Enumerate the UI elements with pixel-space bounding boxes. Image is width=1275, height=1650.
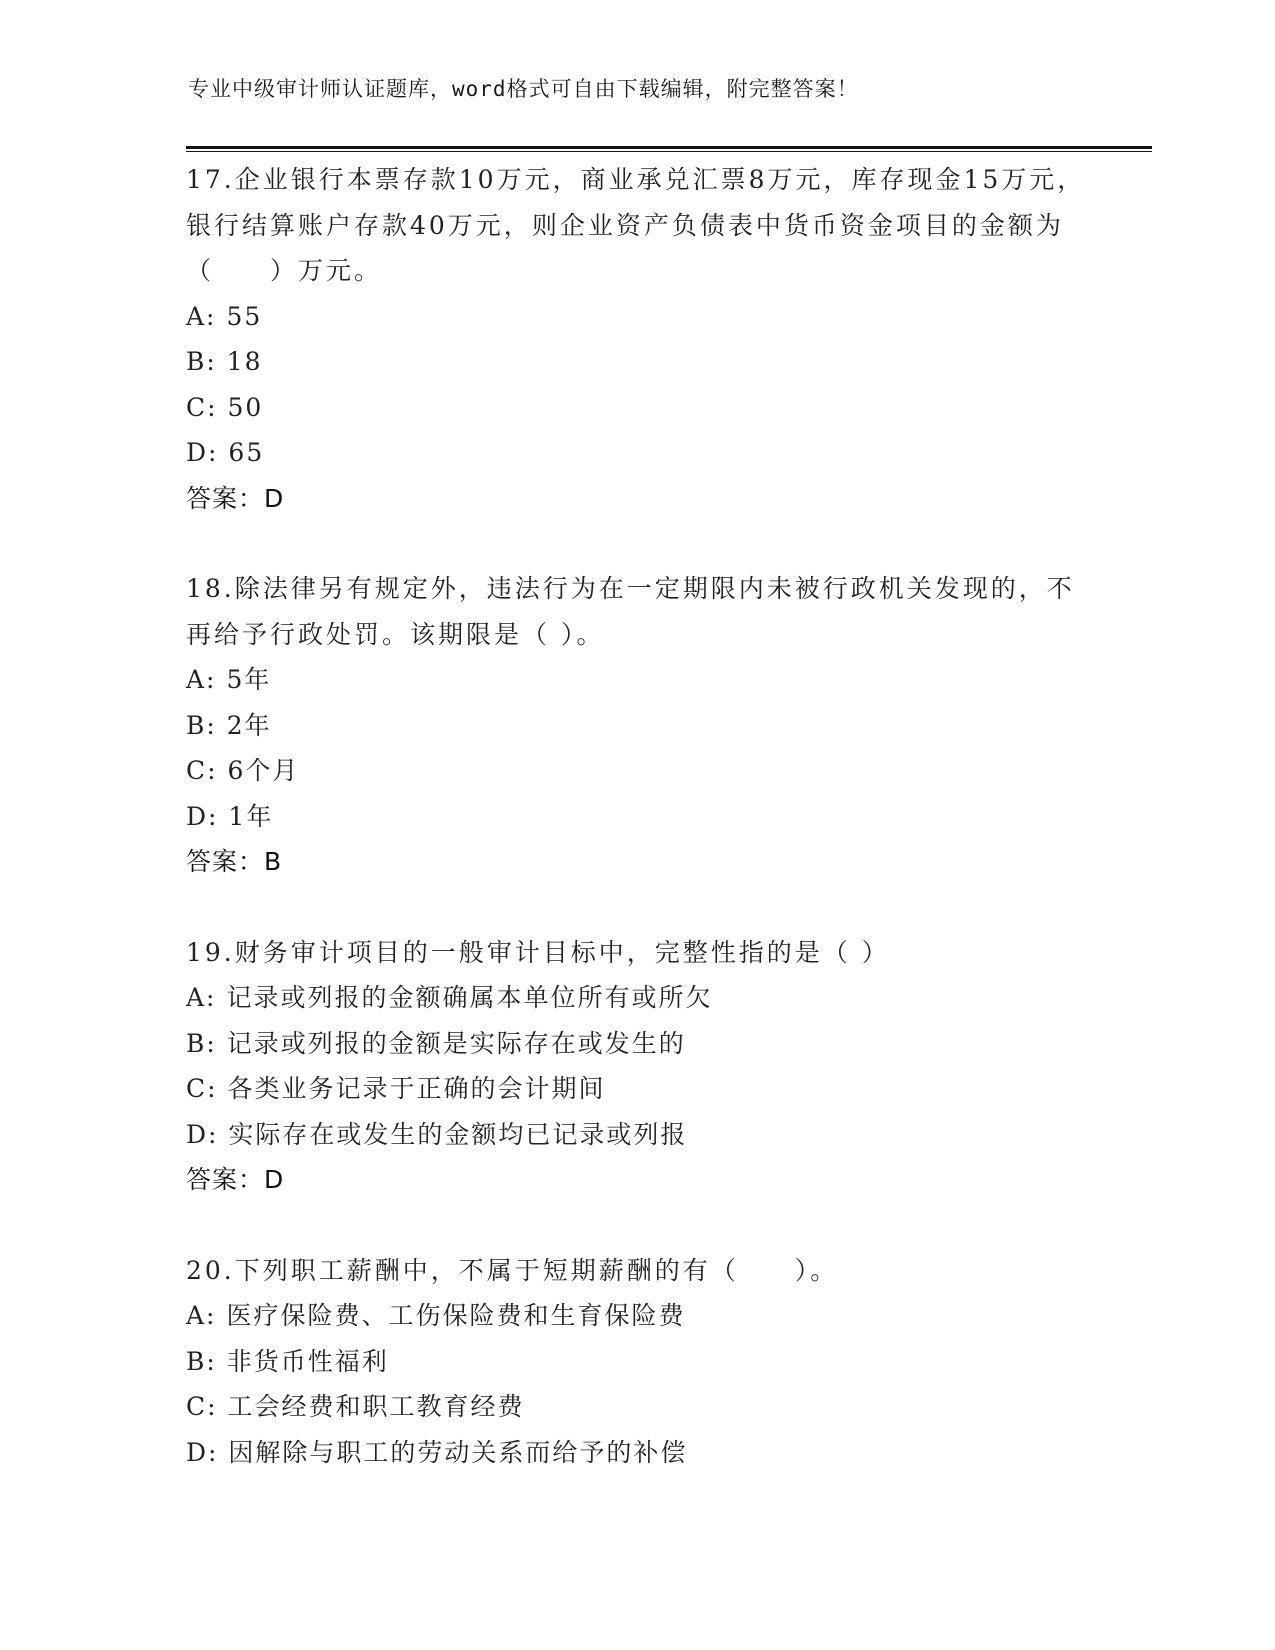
- option-text: 各类业务记录于正确的会计期间: [227, 1074, 606, 1103]
- answer-line: 答案：D: [186, 1165, 285, 1194]
- answer-line: 答案：B: [186, 847, 283, 876]
- question-20: [186, 1248, 1086, 1476]
- option-text: 记录或列报的金额确属本单位所有或所欠: [226, 983, 713, 1012]
- option-label: C:: [186, 756, 218, 785]
- option-text: 记录或列报的金额是实际存在或发生的: [226, 1028, 686, 1058]
- option-label: C:: [186, 392, 218, 422]
- option-text: 6个月: [227, 756, 300, 785]
- option-label: C:: [186, 1074, 218, 1103]
- option-label: A:: [186, 301, 217, 331]
- option-label: D:: [186, 438, 219, 467]
- option-text: 55: [226, 301, 263, 331]
- question-text: 19.财务审计项目的一般审计目标中，完整性指的是（ ）: [186, 937, 890, 967]
- option-b: [186, 339, 1086, 385]
- option-label: B:: [186, 347, 217, 376]
- option-c: [186, 748, 1086, 794]
- option-text: 2年: [226, 710, 272, 740]
- option-text: 非货币性福利: [226, 1346, 389, 1376]
- option-b: [186, 1021, 1086, 1067]
- option-text: 医疗保险费、工伤保险费和生育保险费: [226, 1301, 686, 1330]
- option-text: 工会经费和职工教育经费: [227, 1392, 525, 1421]
- option-label: A:: [186, 1301, 217, 1330]
- option-label: C:: [186, 1392, 218, 1421]
- option-label: A:: [186, 983, 217, 1012]
- option-text: 18: [226, 347, 263, 376]
- option-label: D:: [186, 801, 219, 831]
- option-a: [186, 657, 1086, 703]
- answer-line: 答案：D: [186, 483, 285, 513]
- option-c: [186, 385, 1086, 431]
- question-text: 18.除法律另有规定外，违法行为在一定期限内未被行政机关发现的，不再给予行政处罚。该期限是（ ）。: [186, 574, 1075, 649]
- option-a: [186, 294, 1086, 340]
- option-d: [186, 1430, 1086, 1476]
- header-divider-thin: [186, 151, 1152, 152]
- question-18: [186, 566, 1086, 885]
- header-divider-thick: [186, 146, 1152, 149]
- question-text: 17.企业银行本票存款10万元，商业承兑汇票8万元，库存现金15万元，银行结算账户存款40万元，则企业资产负债表中货币资金项目的金额为（ ）万元。: [186, 165, 1086, 285]
- option-label: A:: [186, 665, 217, 694]
- question-19: [186, 930, 1086, 1203]
- option-label: B:: [186, 1346, 217, 1376]
- option-text: 50: [227, 392, 264, 422]
- option-text: 1年: [228, 801, 274, 831]
- option-label: B:: [186, 710, 217, 740]
- option-c: [186, 1066, 1086, 1112]
- option-b: [186, 703, 1086, 749]
- question-17: [186, 157, 1086, 521]
- option-a: [186, 975, 1086, 1021]
- option-a: [186, 1293, 1086, 1339]
- option-text: 65: [228, 438, 265, 467]
- option-c: [186, 1384, 1086, 1430]
- option-d: [186, 1112, 1086, 1158]
- option-text: 因解除与职工的劳动关系而给予的补偿: [228, 1437, 688, 1467]
- page-header: 专业中级审计师认证题库，word格式可自由下载编辑，附完整答案！: [188, 77, 859, 101]
- option-label: D:: [186, 1437, 219, 1467]
- option-b: [186, 1339, 1086, 1385]
- option-text: 实际存在或发生的金额均已记录或列报: [228, 1119, 688, 1149]
- option-label: D:: [186, 1119, 219, 1149]
- option-text: 5年: [226, 665, 272, 694]
- option-d: [186, 430, 1086, 476]
- option-d: [186, 794, 1086, 840]
- question-list: [186, 157, 1086, 1475]
- option-label: B:: [186, 1028, 217, 1058]
- question-text: 20.下列职工薪酬中，不属于短期薪酬的有（ ）。: [186, 1255, 839, 1285]
